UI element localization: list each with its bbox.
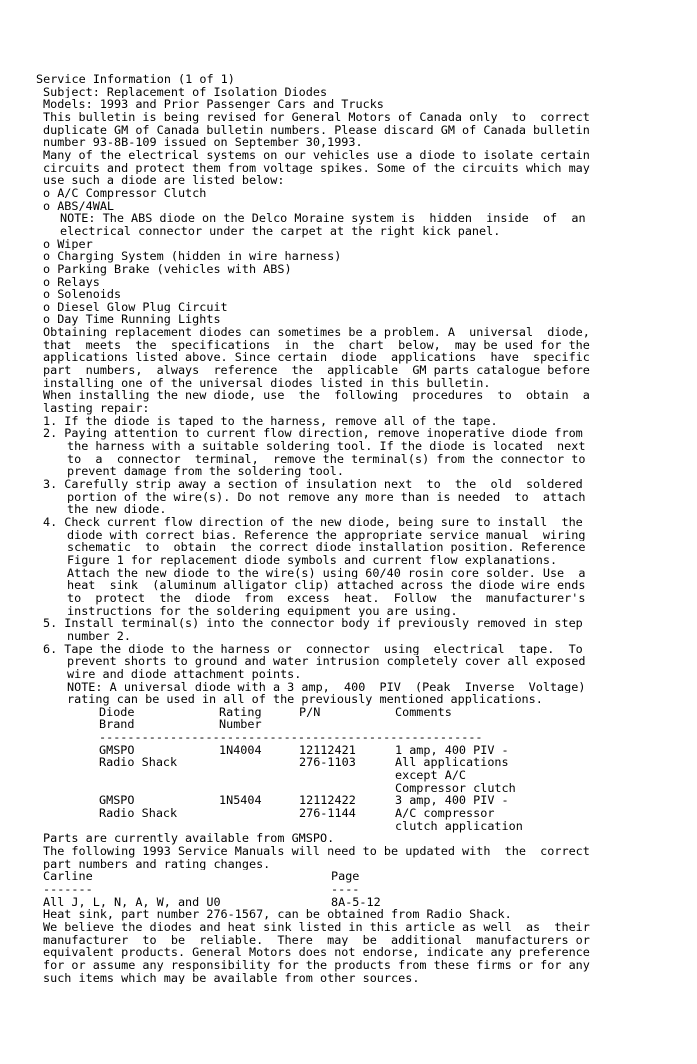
obtaining-paragraph: installing one of the universal diodes listed in this bulletin. (43, 376, 491, 390)
table-header-row (99, 706, 664, 719)
table-cell: 276-1103 (299, 755, 356, 770)
step-4-cont: Attach the new diode to the wire(s) using 60/40 rosin core solder. Use a (67, 566, 586, 580)
intro-line: duplicate GM of Canada bulletin numbers. Please discard GM of Canada bulletin (43, 123, 590, 137)
table-row (99, 782, 664, 795)
table-header-cell: Rating (219, 704, 262, 719)
step-6: 6. Tape the diode to the harness or connector using electrical tape. To (43, 642, 583, 656)
models-line: Models: 1993 and Prior Passenger Cars and Trucks (43, 98, 384, 111)
diode-table (36, 706, 664, 833)
diode-rating-note: NOTE: A universal diode with a 3 amp, 400 PIV (Peak Inverse Voltage) (67, 680, 586, 694)
table-cell (219, 769, 299, 782)
table-cell: 1 amp, 400 PIV - (395, 742, 509, 757)
parts-availability: Parts are currently available from GMSPO. (43, 832, 335, 846)
circuit-item: o Charging System (hidden in wire harness) (43, 250, 342, 263)
carline-label: Carline (43, 869, 93, 884)
step-4-cont: Figure 1 for replacement diode symbols and current flow explanations. (67, 553, 558, 567)
service-bulletin (36, 73, 664, 984)
heat-sink-line: Heat sink, part number 276-1567, can be obtained from Radio Shack. (43, 908, 512, 921)
carline-rule (36, 883, 664, 896)
table-cell: GMSPO (99, 793, 135, 808)
step-4-cont: heat sink (aluminum alligator clip) attached across the diode wire ends (67, 579, 586, 592)
circuit-item: o ABS/4WAL (43, 199, 115, 213)
table-header-cell: Number (219, 717, 262, 732)
step-2-cont: to a connector terminal, remove the terminal(s) from the connector to (67, 452, 586, 466)
carline-rule-right: ---- (331, 882, 360, 896)
step-5: 5. Install terminal(s) into the connector body if previously removed in step (43, 617, 583, 630)
abs-note: NOTE: The ABS diode on the Delco Moraine system is hidden inside of an (60, 212, 586, 225)
step-2: 2. Paying attention to current flow direction, remove inoperative diode from (43, 427, 583, 441)
table-cell (219, 756, 299, 769)
table-cell: 1N5404 (219, 793, 262, 808)
manuals-paragraph: The following 1993 Service Manuals will need to be updated with the correct (43, 845, 590, 858)
table-cell: 12112421 (299, 742, 356, 757)
table-cell: A/C compressor (395, 806, 495, 821)
table-cell: Radio Shack (99, 755, 178, 770)
table-cell: clutch application (395, 818, 523, 833)
table-row (99, 744, 664, 757)
table-cell: 276-1144 (299, 806, 356, 821)
carline-rule-left: ------- (43, 882, 93, 896)
circuit-item: o Solenoids (43, 288, 122, 301)
table-rule: ------------------------------------------------------ (99, 730, 483, 745)
obtaining-paragraph: that meets the specifications in the chart below, may be used for the (43, 338, 590, 352)
table-row (99, 756, 664, 769)
diode-rating-note: rating can be used in all of the previously mentioned applications. (67, 693, 543, 706)
table-cell (219, 820, 299, 833)
step-4-cont: diode with correct bias. Reference the appropriate service manual wiring (67, 528, 586, 542)
page-value: 8A-5-12 (331, 894, 381, 909)
circuit-item: o Relays (43, 275, 100, 289)
obtaining-paragraph: applications listed above. Since certain diode applications have specific (43, 351, 590, 365)
table-cell: All applications (395, 755, 509, 770)
table-cell: Compressor clutch (395, 780, 516, 795)
manuals-paragraph: part numbers and rating changes. (43, 857, 271, 871)
obtaining-paragraph: part numbers, always reference the applicable GM parts catalogue before (43, 364, 590, 377)
step-6-cont: wire and diode attachment points. (67, 667, 302, 681)
step-2-cont: the harness with a suitable soldering tool. If the diode is located next (67, 440, 586, 453)
abs-note: electrical connector under the carpet at the right kick panel. (60, 224, 501, 238)
step-1: 1. If the diode is taped to the harness, remove all of the tape. (43, 414, 498, 428)
table-cell (299, 820, 395, 833)
table-cell: 12112422 (299, 793, 356, 808)
table-cell: 3 amp, 400 PIV - (395, 793, 509, 808)
circuit-item: o Parking Brake (vehicles with ABS) (43, 262, 292, 276)
intro-line: This bulletin is being revised for General Motors of Canada only to correct (43, 110, 590, 124)
intro-line: number 93-8B-109 issued on September 30,1993. (43, 136, 363, 149)
circuit-item: o A/C Compressor Clutch (43, 186, 207, 200)
document-header: Service Information (1 of 1) (36, 73, 235, 86)
closing-paragraph: equivalent products. General Motors does not endorse, indicate any preference (43, 946, 590, 959)
intro-line: Many of the electrical systems on our vehicles use a diode to isolate certain (43, 148, 590, 162)
table-cell: except A/C (395, 768, 467, 783)
table-row (99, 769, 664, 782)
step-6-cont: prevent shorts to ground and water intrusion completely cover all exposed (67, 655, 586, 668)
table-cell (299, 769, 395, 782)
step-4-cont: instructions for the soldering equipment you are using. (67, 604, 458, 618)
page-label: Page (331, 869, 360, 884)
circuit-item: o Diesel Glow Plug Circuit (43, 300, 228, 314)
table-cell: 1N4004 (219, 742, 262, 757)
table-row (99, 794, 664, 807)
table-cell (99, 820, 219, 833)
step-5-cont: number 2. (67, 629, 131, 643)
step-4-cont: to protect the diode from excess heat. Follow the manufacturer's (67, 591, 586, 605)
table-header-cell: Diode (99, 704, 135, 719)
step-4-cont: schematic to obtain the correct diode installation position. Reference (67, 541, 586, 554)
closing-paragraph: We believe the diodes and heat sink listed in this article as well as their (43, 920, 590, 934)
intro-line: use such a diode are listed below: (43, 174, 285, 187)
closing-paragraph: for or assume any responsibility for the products from these firms or for any (43, 958, 590, 972)
step-2-cont: prevent damage from the soldering tool. (67, 465, 344, 478)
step-4: 4. Check current flow direction of the new diode, being sure to install the (43, 515, 583, 529)
table-row (99, 807, 664, 820)
table-header-cell: Brand (99, 717, 135, 732)
step-3-cont: portion of the wire(s). Do not remove any more than is needed to attach (67, 490, 586, 504)
closing-paragraph: manufacturer to be reliable. There may be additional manufacturers or (43, 933, 590, 947)
procedure-intro: When installing the new diode, use the following procedures to obtain a (43, 389, 590, 403)
table-header-cell: P/N (299, 704, 321, 719)
step-3-cont: the new diode. (67, 503, 167, 516)
table-header-cell: Comments (395, 704, 452, 719)
step-3: 3. Carefully strip away a section of insulation next to the old soldered (43, 478, 583, 491)
table-row (99, 820, 664, 833)
circuit-item: o Wiper (43, 237, 93, 251)
circuit-item: o Day Time Running Lights (43, 313, 221, 327)
table-cell (219, 807, 299, 820)
procedure-intro: lasting repair: (43, 402, 150, 415)
closing-paragraph: such items which may be available from other sources. (43, 971, 420, 985)
table-cell (99, 769, 219, 782)
intro-line: circuits and protect them from voltage spikes. Some of the circuits which may (43, 161, 590, 175)
subject-line: Subject: Replacement of Isolation Diodes (43, 85, 328, 99)
table-cell: Radio Shack (99, 806, 178, 821)
carline-row (36, 896, 664, 909)
table-cell: GMSPO (99, 742, 135, 757)
carline-value: All J, L, N, A, W, and U0 (43, 894, 221, 909)
obtaining-paragraph: Obtaining replacement diodes can sometimes be a problem. A universal diode, (43, 326, 590, 339)
